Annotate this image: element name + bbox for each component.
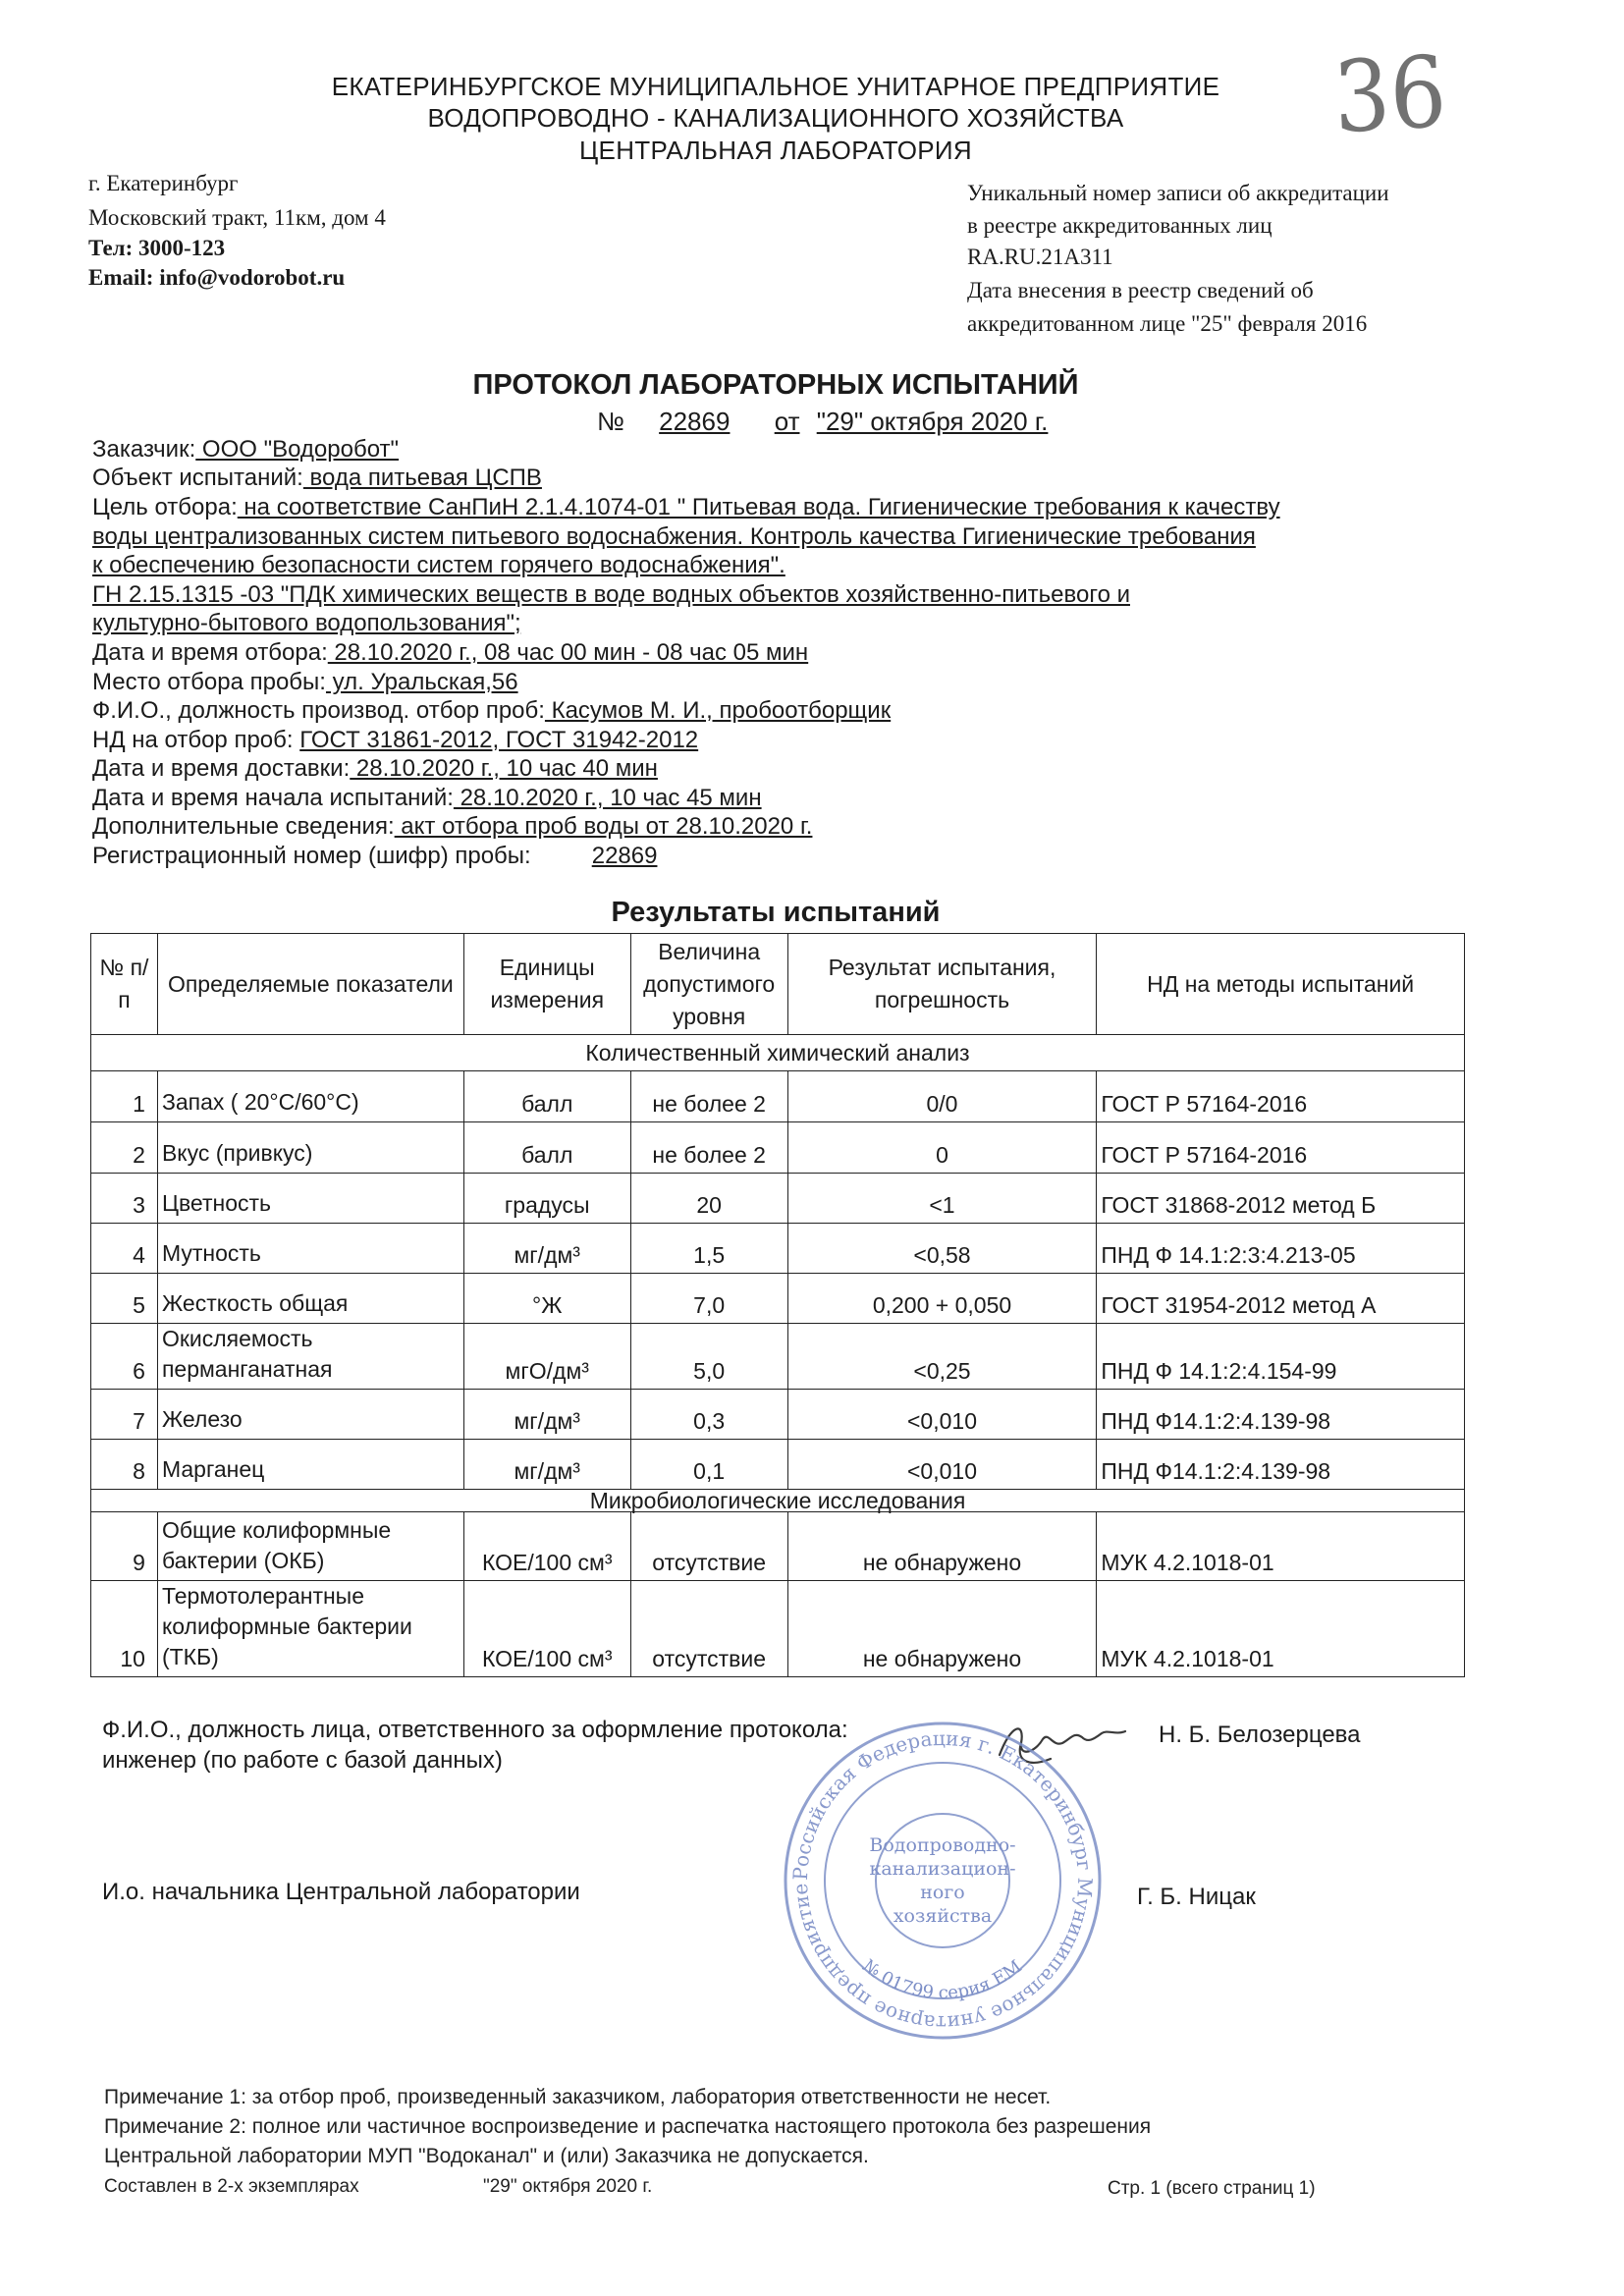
- field-object: Объект испытаний: вода питьевая ЦСПВ: [92, 465, 542, 491]
- cell-units: балл: [463, 1122, 630, 1174]
- cell-number: 10: [91, 1581, 158, 1677]
- section-micro: Микробиологические исследования: [91, 1490, 1465, 1512]
- section-chem: Количественный химический анализ: [91, 1035, 1465, 1071]
- note-1: Примечание 1: за отбор проб, произведенный заказчиком, лаборатория ответственности не несет.: [104, 2086, 1052, 2108]
- table-row: [91, 1224, 1465, 1274]
- cell-result: <1: [787, 1174, 1097, 1224]
- cell-indicator: Термотолерантные колиформные бактерии (ТКБ): [157, 1581, 463, 1677]
- cell-number: 9: [91, 1512, 158, 1581]
- cell-indicator: Цветность: [157, 1174, 463, 1224]
- table-header-row: [91, 934, 1465, 1035]
- col-header-units: Единицы измерения: [463, 934, 630, 1035]
- section-row-micro: [91, 1490, 1465, 1512]
- table-row: [91, 1324, 1465, 1390]
- cell-result: <0,010: [787, 1440, 1097, 1490]
- org-name-line-3: ЦЕНТРАЛЬНАЯ ЛАБОРАТОРИЯ: [579, 136, 972, 165]
- address-email: Email: info@vodorobot.ru: [88, 265, 346, 290]
- cell-limit: отсутствие: [630, 1581, 787, 1677]
- page-counter: Стр. 1 (всего страниц 1): [1108, 2178, 1316, 2199]
- accreditation-line-2: в реестре аккредитованных лиц: [967, 213, 1272, 238]
- cell-indicator: Окисляемость перманганатная: [157, 1324, 463, 1390]
- cell-number: 1: [91, 1071, 158, 1122]
- cell-units: балл: [463, 1071, 630, 1122]
- head-name: Г. Б. Ницак: [1137, 1884, 1256, 1910]
- field-place: Место отбора пробы: ул. Уральская,56: [92, 669, 518, 695]
- field-purpose-5: культурно-бытового водопользования";: [92, 610, 521, 636]
- cell-limit: 7,0: [630, 1274, 787, 1324]
- cell-result: не обнаружено: [787, 1581, 1097, 1677]
- cell-indicator: Вкус (привкус): [157, 1122, 463, 1174]
- protocol-title: ПРОТОКОЛ ЛАБОРАТОРНЫХ ИСПЫТАНИЙ: [472, 369, 1079, 401]
- cell-limit: 5,0: [630, 1324, 787, 1390]
- cell-method: ПНД Ф14.1:2:4.139-98: [1097, 1390, 1465, 1440]
- field-extra: Дополнительные сведения: акт отбора проб воды от 28.10.2020 г.: [92, 813, 813, 840]
- col-header-result: Результат испытания, погрешность: [787, 934, 1097, 1035]
- field-sampling-time: Дата и время отбора: 28.10.2020 г., 08 час 00 мин - 08 час 05 мин: [92, 639, 809, 666]
- field-purpose-2: воды централизованных систем питьевого водоснабжения. Контроль качества Гигиенические требования: [92, 523, 1256, 550]
- cell-units: мгО/дм³: [463, 1324, 630, 1390]
- field-purpose-4: ГН 2.15.1315 -03 "ПДК химических веществ в воде водных объектов хозяйственно-питьевого и: [92, 581, 1130, 608]
- field-customer: Заказчик: ООО "Водоробот": [92, 436, 400, 463]
- cell-number: 5: [91, 1274, 158, 1324]
- cell-limit: 20: [630, 1174, 787, 1224]
- field-nd: НД на отбор проб: ГОСТ 31861-2012, ГОСТ 31942-2012: [92, 727, 699, 753]
- cell-units: мг/дм³: [463, 1390, 630, 1440]
- handwritten-page-number: 36: [1330, 33, 1449, 156]
- results-title: Результаты испытаний: [611, 897, 941, 928]
- cell-indicator: Железо: [157, 1390, 463, 1440]
- cell-method: ГОСТ 31954-2012 метод А: [1097, 1274, 1465, 1324]
- stamp-outer-text: Российская Федерация г. Екатеринбург Муниципальное унитарное предприятие: [787, 1725, 1098, 2036]
- cell-result: <0,010: [787, 1390, 1097, 1440]
- cell-method: ПНД Ф 14.1:2:3:4.213-05: [1097, 1224, 1465, 1274]
- field-sampler: Ф.И.О., должность производ. отбор проб: Касумов М. И., пробоотборщик: [92, 697, 892, 724]
- cell-limit: 1,5: [630, 1224, 787, 1274]
- table-row: [91, 1390, 1465, 1440]
- cell-indicator: Марганец: [157, 1440, 463, 1490]
- field-start: Дата и время начала испытаний: 28.10.2020 г., 10 час 45 мин: [92, 785, 762, 811]
- cell-units: КОЕ/100 см³: [463, 1512, 630, 1581]
- table-row: [91, 1440, 1465, 1490]
- stamp-bottom-text: № 01799 серия ЕМ: [858, 1955, 1026, 2004]
- cell-method: МУК 4.2.1018-01: [1097, 1512, 1465, 1581]
- col-header-limit: Величина допустимого уровня: [630, 934, 787, 1035]
- accreditation-line-4: Дата внесения в реестр сведений об: [967, 278, 1314, 302]
- field-purpose-3: к обеспечению безопасности систем горячего водоснабжения".: [92, 552, 785, 578]
- cell-number: 7: [91, 1390, 158, 1440]
- table-row: [91, 1274, 1465, 1324]
- cell-method: ГОСТ Р 57164-2016: [1097, 1122, 1465, 1174]
- svg-text:№ 01799 серия ЕМ: [858, 1955, 1025, 2003]
- col-header-method: НД на методы испытаний: [1097, 934, 1465, 1035]
- responsible-position: инженер (по работе с базой данных): [102, 1747, 503, 1774]
- protocol-number-line: [597, 407, 1048, 437]
- address-city: г. Екатеринбург: [88, 171, 239, 195]
- table-row: [91, 1122, 1465, 1174]
- cell-number: 4: [91, 1224, 158, 1274]
- cell-method: МУК 4.2.1018-01: [1097, 1581, 1465, 1677]
- cell-units: КОЕ/100 см³: [463, 1581, 630, 1677]
- stamp-center-line-2: канализацион-: [869, 1858, 1016, 1880]
- accreditation-number: RA.RU.21А311: [967, 245, 1113, 269]
- table-row: [91, 1581, 1465, 1677]
- copies-date: "29" октября 2020 г.: [483, 2176, 653, 2197]
- cell-method: ГОСТ 31868-2012 метод Б: [1097, 1174, 1465, 1224]
- cell-result: <0,58: [787, 1224, 1097, 1274]
- stamp-center-line-4: хозяйства: [893, 1905, 993, 1927]
- org-name-line-1: ЕКАТЕРИНБУРГСКОЕ МУНИЦИПАЛЬНОЕ УНИТАРНОЕ ПРЕДПРИЯТИЕ: [331, 72, 1220, 101]
- cell-limit: отсутствие: [630, 1512, 787, 1581]
- stamp-center-line-3: ного: [920, 1882, 965, 1903]
- cell-indicator: Мутность: [157, 1224, 463, 1274]
- cell-number: 2: [91, 1122, 158, 1174]
- cell-result: <0,25: [787, 1324, 1097, 1390]
- cell-number: 6: [91, 1324, 158, 1390]
- cell-indicator: Жесткость общая: [157, 1274, 463, 1324]
- protocol-number: 22869: [659, 407, 731, 436]
- address-phone: Тел: 3000-123: [88, 236, 226, 260]
- cell-result: 0: [787, 1122, 1097, 1174]
- cell-indicator: Общие колиформные бактерии (ОКБ): [157, 1512, 463, 1581]
- cell-units: °Ж: [463, 1274, 630, 1324]
- accreditation-line-1: Уникальный номер записи об аккредитации: [967, 181, 1389, 205]
- head-label: И.о. начальника Центральной лаборатории: [102, 1879, 580, 1905]
- cell-units: градусы: [463, 1174, 630, 1224]
- cell-number: 3: [91, 1174, 158, 1224]
- results-table: [90, 933, 1465, 1677]
- cell-limit: не более 2: [630, 1122, 787, 1174]
- org-name-line-2: ВОДОПРОВОДНО - КАНАЛИЗАЦИОННОГО ХОЗЯЙСТВА: [427, 103, 1124, 133]
- organization-stamp: [776, 1714, 1110, 2048]
- cell-result: 0/0: [787, 1071, 1097, 1122]
- date-label: от: [774, 407, 800, 436]
- cell-method: ПНД Ф 14.1:2:4.154-99: [1097, 1324, 1465, 1390]
- stamp-center-line-1: Водопроводно-: [869, 1834, 1016, 1856]
- field-purpose-1: Цель отбора: на соответствие СанПиН 2.1.4.1074-01 " Питьевая вода. Гигиенические требования к качеству: [92, 494, 1280, 520]
- note-3: Центральной лаборатории МУП "Водоканал" и (или) Заказчика не допускается.: [104, 2145, 869, 2167]
- cell-method: ГОСТ Р 57164-2016: [1097, 1071, 1465, 1122]
- cell-result: 0,200 + 0,050: [787, 1274, 1097, 1324]
- cell-limit: 0,3: [630, 1390, 787, 1440]
- protocol-date: "29" октября 2020 г.: [816, 407, 1049, 436]
- col-header-num: № п/п: [91, 934, 158, 1035]
- responsible-name: Н. Б. Белозерцева: [1159, 1722, 1361, 1748]
- cell-number: 8: [91, 1440, 158, 1490]
- col-header-indicator: Определяемые показатели: [157, 934, 463, 1035]
- number-label: №: [597, 407, 624, 436]
- cell-limit: не более 2: [630, 1071, 787, 1122]
- address-street: Московский тракт, 11км, дом 4: [88, 205, 386, 230]
- cell-indicator: Запах ( 20°С/60°С): [157, 1071, 463, 1122]
- cell-units: мг/дм³: [463, 1440, 630, 1490]
- cell-units: мг/дм³: [463, 1224, 630, 1274]
- responsible-label: Ф.И.О., должность лица, ответственного за оформление протокола:: [102, 1717, 848, 1743]
- table-row: [91, 1071, 1465, 1122]
- note-2: Примечание 2: полное или частичное воспроизведение и распечатка настоящего протокола без разрешения: [104, 2115, 1152, 2138]
- section-row-chem: [91, 1035, 1465, 1071]
- cell-method: ПНД Ф14.1:2:4.139-98: [1097, 1440, 1465, 1490]
- table-row: [91, 1174, 1465, 1224]
- field-delivery: Дата и время доставки: 28.10.2020 г., 10 час 40 мин: [92, 755, 658, 782]
- field-reg-number: Регистрационный номер (шифр) пробы: 22869: [92, 843, 658, 869]
- copies-note: Составлен в 2-х экземплярах: [104, 2176, 359, 2197]
- cell-limit: 0,1: [630, 1440, 787, 1490]
- table-row: [91, 1512, 1465, 1581]
- cell-result: не обнаружено: [787, 1512, 1097, 1581]
- accreditation-line-5: аккредитованном лице "25" февраля 2016: [967, 311, 1368, 336]
